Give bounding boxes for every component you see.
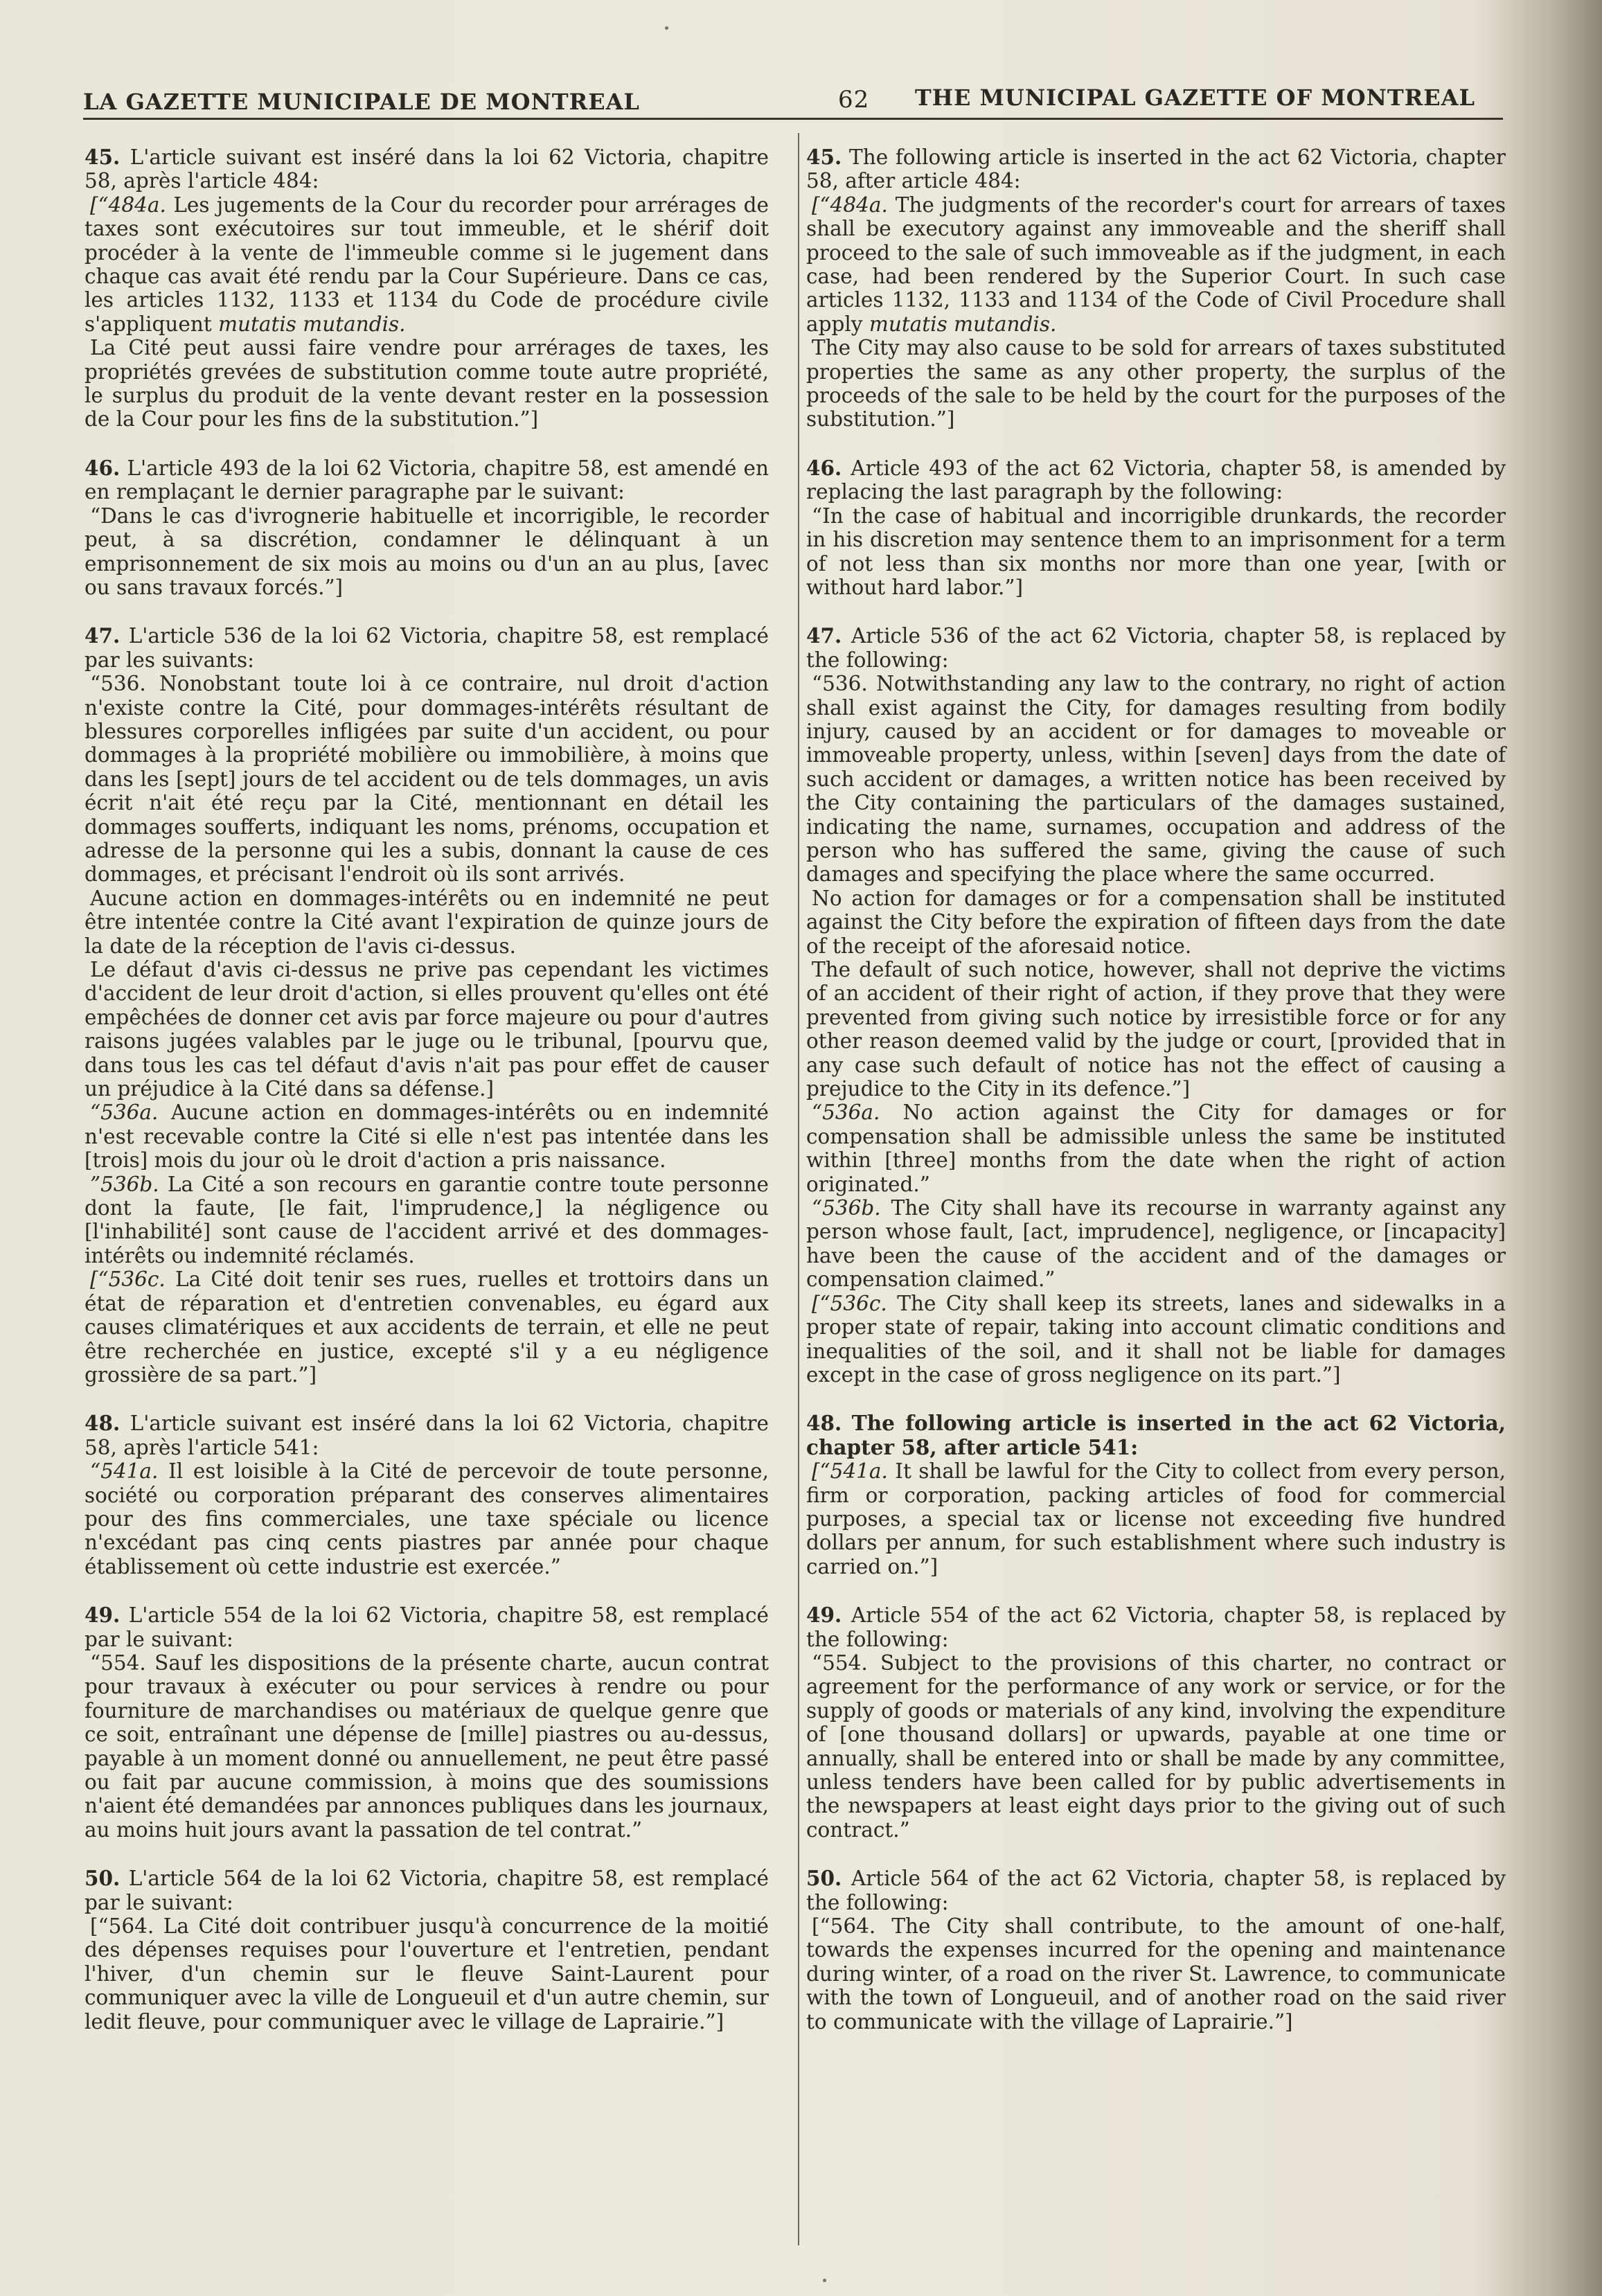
paragraph-fr: Aucune action en dommages-intérêts ou en indemnité ne peut être intentée contre la Cité avant l'expiration de quinze jours de la date de la réception de l'avis ci-dessus. (84, 886, 769, 958)
article-536a-en: “536a. No action against the City for damages or for compensation shall be admissible unless the same be instituted within [three] months from the date when the right of action originated.” (806, 1101, 1506, 1196)
english-title: THE MUNICIPAL GAZETTE OF MONTREAL (914, 84, 1475, 111)
paragraph-fr: “Dans le cas d'ivrognerie habituelle et incorrigible, le recorder peut, à sa discrétion, condamner le délinquant à un emprisonnement de six mois au moins ou d'un an au plus, [avec ou sans travaux forcés.”] (84, 504, 769, 599)
article-564-fr: [“564. La Cité doit contribuer jusqu'à concurrence de la moitié des dépenses requises pour l'ouverture et l'entretien, pendant l'hiver, d'un chemin sur le fleuve Saint-Laurent pour communiquer avec la ville de Longueuil et d'un autre chemin, sur ledit fleuve, pour communiquer avec le village de Laprairie.”] (84, 1914, 769, 2034)
article-536b-fr: ”536b. La Cité a son recours en garantie contre toute personne dont la faute, [le fait, l'imprudence,] la négligence ou [l'inhabilité] sont cause de l'accident arrivé et des dommages-intérêts ou indemnité réclamés. (84, 1172, 769, 1267)
article-536-fr: “536. Nonobstant toute loi à ce contraire, nul droit d'action n'existe contre la Cité, pour dommages-intérêts résultant de blessures corporelles infligées par suite d'un accident, ou pour dommages à la propriété mobilière ou immobilière, à moins que dans les [sept] jours de tel accident ou de tels dommages, un avis écrit n'ait été reçu par la Cité, mentionnant en détail les dommages soufferts, indiquant les noms, prénoms, occupation et adresse de la personne qui les a subis, donnant la cause de ces dommages, et précisant l'endroit où ils sont arrivés. (84, 672, 769, 887)
article-45-en: 45. The following article is inserted in the act 62 Victoria, chapter 58, after article 484: (806, 145, 1506, 193)
article-46-en: 46. Article 493 of the act 62 Victoria, chapter 58, is amended by replacing the last paragraph by the following: (806, 455, 1506, 504)
paragraph-en: The default of such notice, however, shall not deprive the victims of an accident of their right of action, if they prove that they were prevented from giving such notice by irresistible force or for any other reason deemed valid by the judge or court, [provided that in any case such default of notice has not the effect of causing a prejudice to the City in its defence.”] (806, 958, 1506, 1101)
article-536b-en: “536b. The City shall have its recourse in warranty against any person whose fault, [act, imprudence], negligence, or [incapacity] have been the cause of the accident and of the damages or compensation claimed.” (806, 1196, 1506, 1292)
article-49-fr: 49. L'article 554 de la loi 62 Victoria, chapitre 58, est remplacé par le suivant: (84, 1603, 769, 1651)
article-536-en: “536. Notwithstanding any law to the contrary, no right of action shall exist against the City, for damages resulting from bodily injury, caused by an accident or for damages to moveable or immoveable property, unless, within [seven] days from the date of such accident or damages, a written notice has been received by the City containing the particulars of the damages sustained, indicating the name, surnames, occupation and address of the person who has suffered the same, giving the cause of such damages and specifying the place where the same occurred. (806, 672, 1506, 887)
article-554-en: “554. Subject to the provisions of this charter, no contract or agreement for the performance of any work or service, or for the supply of goods or materials of any kind, involving the expenditure of [one thousand dollars] or upwards, payable at one time or annually, shall be entered into or shall be made by any committee, unless tenders have been called for by public advertisements in the newspapers at least eight days prior to the giving out of such contract.” (806, 1650, 1506, 1842)
article-541a-en: [“541a. It shall be lawful for the City to collect from every person, firm or corporation, packing articles of food for commercial purposes, a special tax or license not exceeding five hundred dollars per annum, for such establishment where such industry is carried on.”] (806, 1459, 1506, 1578)
article-541a-fr: “541a. Il est loisible à la Cité de percevoir de toute personne, société ou corporation préparant des conserves alimentaires pour des fins commerciales, une taxe spéciale ou licence n'excédant pas cinq cents piastres par année pour chaque établissement où cette industrie est exercée.” (84, 1459, 769, 1578)
paragraph-fr: Le défaut d'avis ci-dessus ne prive pas cependant les victimes d'accident de leur droit d'action, si elles prouvent qu'elles ont été empêchées de donner cet avis par force majeure ou pour d'autres raisons jugées valables par le juge ou le tribunal, [pourvu que, dans tous les cas tel défaut d'avis n'ait pas pour effet de causer un préjudice à la Cité dans sa défense.] (84, 958, 769, 1101)
article-48-fr: 48. L'article suivant est inséré dans la loi 62 Victoria, chapitre 58, après l'article 541: (84, 1411, 769, 1459)
french-title: LA GAZETTE MUNICIPALE DE MONTREAL (83, 89, 640, 115)
header-rule (83, 118, 1503, 120)
article-484a-fr: [“484a. Les jugements de la Cour du recorder pour arrérages de taxes sont exécutoires sur tout immeuble, et le shérif doit procéder à la vente de l'immeuble comme si le jugement dans chaque cas avait été rendu par la Cour Supérieure. Dans ce cas, les articles 1132, 1133 et 1134 du Code de procédure civile s'appliquent mutatis mutandis. (84, 193, 769, 336)
article-564-en: [“564. The City shall contribute, to the amount of one-half, towards the expenses incurred for the opening and maintenance during winter, of a road on the river St. Lawrence, to communicate with the town of Longueuil, and of another road on the said river to communicate with the village of Laprairie.”] (806, 1914, 1506, 2034)
paper-speck (823, 2279, 826, 2282)
page-header (83, 82, 1475, 123)
column-divider (798, 133, 799, 2245)
article-47-en: 47. Article 536 of the act 62 Victoria, chapter 58, is replaced by the following: (806, 623, 1506, 672)
paragraph-en: No action for damages or for a compensation shall be instituted against the City before the expiration of fifteen days from the date of the receipt of the aforesaid notice. (806, 886, 1506, 958)
article-49-en: 49. Article 554 of the act 62 Victoria, chapter 58, is replaced by the following: (806, 1603, 1506, 1651)
article-47-fr: 47. L'article 536 de la loi 62 Victoria, chapitre 58, est remplacé par les suivants: (84, 623, 769, 672)
english-column (806, 145, 1506, 2034)
page-number: 62 (838, 86, 870, 114)
paper-speck (665, 26, 668, 30)
paragraph-en: The City may also cause to be sold for arrears of taxes substituted properties the same as any other property, the surplus of the proceeds of the sale to be held by the court for the purposes of the substitution.”] (806, 336, 1506, 431)
paragraph-en: “In the case of habitual and incorrigible drunkards, the recorder in his discretion may sentence them to an imprisonment for a term of not less than six months nor more than one year, [with or without hard labor.”] (806, 504, 1506, 599)
article-50-en: 50. Article 564 of the act 62 Victoria, chapter 58, is replaced by the following: (806, 1866, 1506, 1914)
article-50-fr: 50. L'article 564 de la loi 62 Victoria, chapitre 58, est remplacé par le suivant: (84, 1866, 769, 1914)
french-column (84, 145, 769, 2034)
article-554-fr: “554. Sauf les dispositions de la présente charte, aucun contrat pour travaux à exécuter ou pour services à rendre ou pour fourniture de marchandises ou matériaux de quelque genre que ce soit, entraînant une dépense de [mille] piastres ou au-dessus, payable à un moment donné ou annuellement, ne peut être passé ou fait par aucune commission, à moins que des soumissions n'aient été demandées par annonces publiques dans les journaux, au moins huit jours avant la passation de tel contrat.” (84, 1650, 769, 1842)
article-536c-en: [“536c. The City shall keep its streets, lanes and sidewalks in a proper state of repair, taking into account climatic conditions and inequalities of the soil, and it shall not be liable for damages except in the case of gross negligence on its part.”] (806, 1291, 1506, 1387)
article-48-en: 48. The following article is inserted in the act 62 Victoria, chapter 58, after article 541: (806, 1411, 1506, 1459)
article-46-fr: 46. L'article 493 de la loi 62 Victoria, chapitre 58, est amendé en en remplaçant le dernier paragraphe par le suivant: (84, 455, 769, 504)
article-484a-en: [“484a. The judgments of the recorder's court for arrears of taxes shall be executory against any immoveable and the sheriff shall proceed to the sale of such immoveable as if the judgment, in each case, had been rendered by the Superior Court. In such case articles 1132, 1133 and 1134 of the Code of Civil Procedure shall apply mutatis mutandis. (806, 193, 1506, 336)
article-45-fr: 45. L'article suivant est inséré dans la loi 62 Victoria, chapitre 58, après l'article 484: (84, 145, 769, 193)
paragraph-fr: La Cité peut aussi faire vendre pour arrérages de taxes, les propriétés grevées de substitution comme toute autre propriété, le surplus du produit de la vente devant rester en la possession de la Cour pour les fins de la substitution.”] (84, 336, 769, 431)
article-536c-fr: [“536c. La Cité doit tenir ses rues, ruelles et trottoirs dans un état de réparation et d'entretien convenables, eu égard aux causes climatériques et aux accidents de terrain, et elle ne peut être recherchée en justice, excepté s'il y a eu négligence grossière de sa part.”] (84, 1267, 769, 1387)
article-536a-fr: “536a. Aucune action en dommages-intérêts ou en indemnité n'est recevable contre la Cité si elle n'est pas intentée dans les [trois] mois du jour où le droit d'action a pris naissance. (84, 1101, 769, 1173)
